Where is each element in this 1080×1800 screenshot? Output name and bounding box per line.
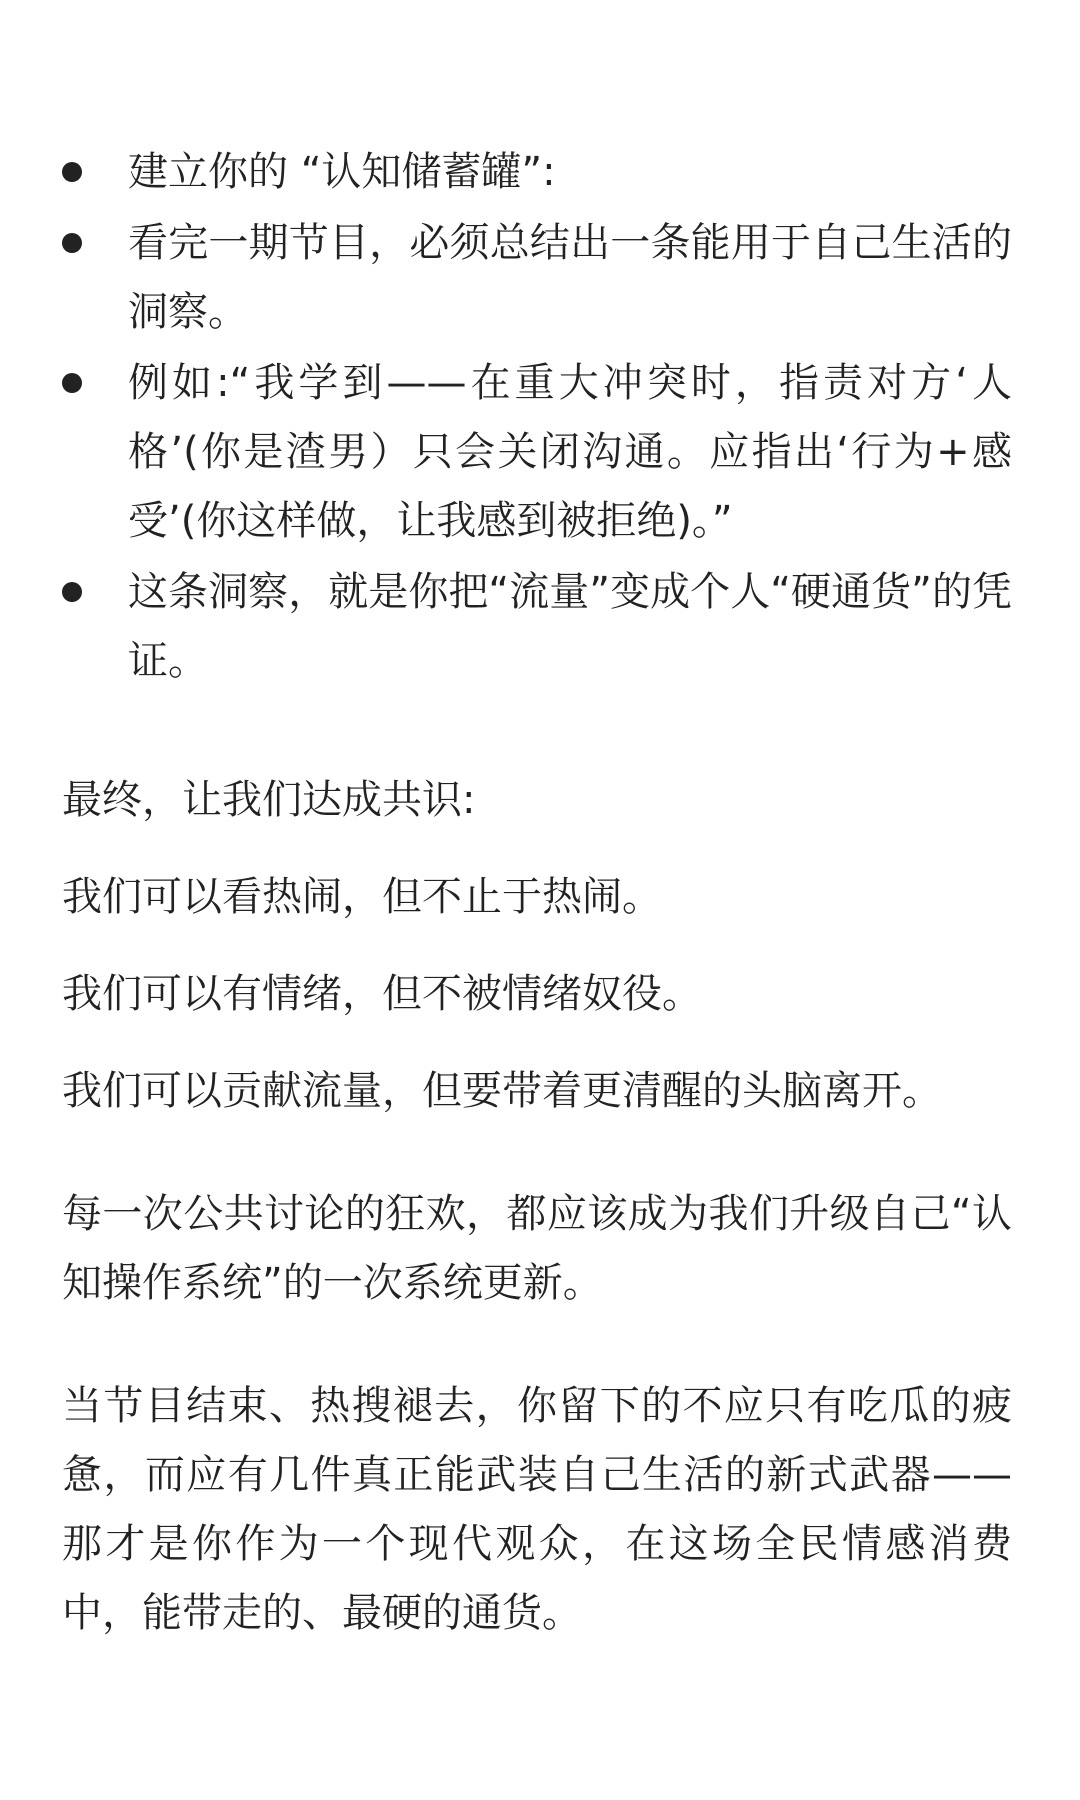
bullet-text: 这条洞察，就是你把“流量”变成个人“硬通货”的凭证。 <box>128 569 1012 684</box>
spacer <box>62 698 1012 766</box>
bullet-dot-icon <box>62 233 82 253</box>
conclusion-intro: 最终，让我们达成共识: <box>62 777 476 823</box>
list-item <box>62 209 1012 347</box>
bullet-text: 建立你的 “认知储蓄罐”: <box>128 149 556 195</box>
bullet-dot-icon <box>62 582 82 602</box>
bullet-text: 例如:“我学到——在重大冲突时，指责对方‘人格’(你是渣男）只会关闭沟通。应指出‘行为+感受’(你这样做，让我感到被拒绝)。” <box>128 360 1012 544</box>
spacer <box>62 835 1012 863</box>
consensus-line: 我们可以看热闹，但不止于热闹。 <box>62 874 662 920</box>
list-item <box>62 558 1012 696</box>
list-item <box>62 349 1012 556</box>
spacer <box>62 932 1012 960</box>
final-paragraph: 当节目结束、热搜褪去，你留下的不应只有吃瓜的疲惫，而应有几件真正能武装自己生活的新式武器——那才是你作为一个现代观众，在这场全民情感消费中，能带走的、最硬的通货。 <box>62 1383 1012 1636</box>
bullet-dot-icon <box>62 162 82 182</box>
consensus-line: 我们可以贡献流量，但要带着更清醒的头脑离开。 <box>62 1068 942 1114</box>
upgrade-paragraph: 每一次公共讨论的狂欢，都应该成为我们升级自己“认知操作系统”的一次系统更新。 <box>62 1191 1012 1306</box>
bullet-dot-icon <box>62 373 82 393</box>
bullet-text: 看完一期节目，必须总结出一条能用于自己生活的洞察。 <box>128 220 1012 335</box>
consensus-line: 我们可以有情绪，但不被情绪奴役。 <box>62 971 702 1017</box>
list-item <box>62 138 1012 207</box>
spacer <box>62 1126 1012 1180</box>
spacer <box>62 1029 1012 1057</box>
spacer <box>62 1318 1012 1372</box>
bullet-list <box>62 138 1012 696</box>
